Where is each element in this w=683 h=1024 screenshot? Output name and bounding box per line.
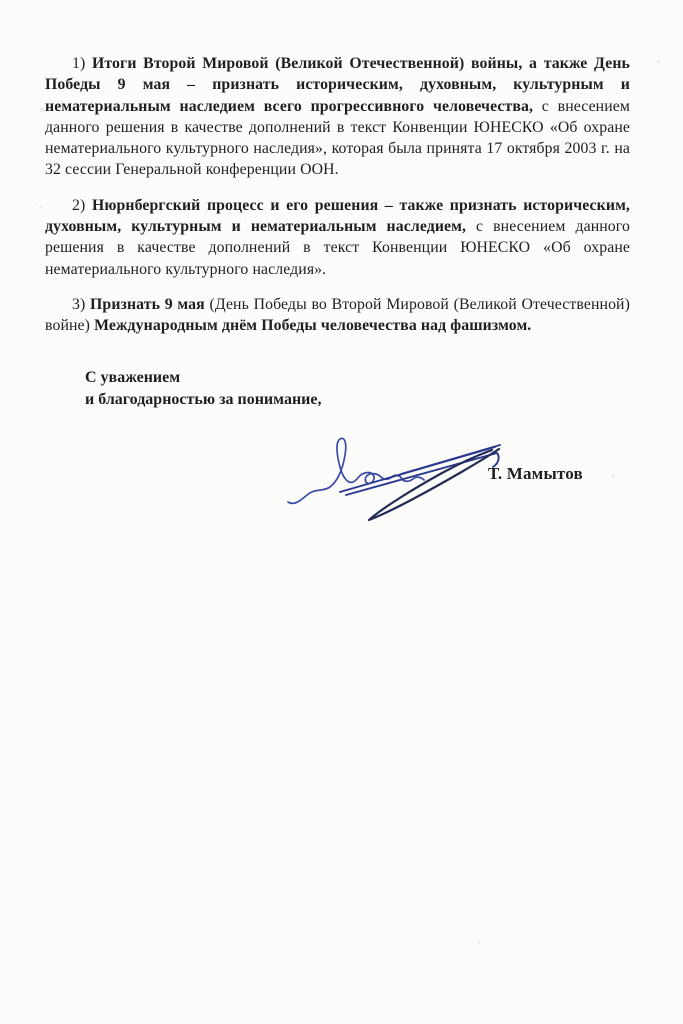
paragraph-2-bold-text: Нюрнбергский процесс и его решения – также признать историческим, духовным, культурным и нематериальным наследием,: [45, 196, 630, 236]
item-number-3: 3): [72, 295, 91, 313]
paragraph-1: [45, 53, 630, 181]
closing-line-1: С уважением: [85, 368, 181, 386]
signatory-name: Т. Мамытов: [488, 464, 583, 483]
handwritten-signature-icon: [283, 426, 513, 528]
scan-speck: [478, 941, 481, 944]
paragraph-1-regular-text: с внесением данного решения в качестве дополнений в текст Конвенции ЮНЕСКО «Об охране нематериального культурного наследия», которая была принята 17 октября 2003 г. на 32 сессии Генеральной конференции ООН.: [45, 97, 631, 179]
closing-block: [85, 367, 630, 412]
scan-speck: [657, 60, 660, 63]
scan-speck: [612, 474, 615, 477]
item-number-2: 2): [72, 196, 92, 214]
paragraph-1-bold-text: Итоги Второй Мировой (Великой Отечественной) войны, а также День Победы 9 мая – признать историческим, духовным, культурным и нематериальным наследием всего прогрессивного человечества,: [45, 55, 630, 115]
paragraph-3-regular-text: (День Победы во Второй Мировой (Великой Отечественной) войне): [45, 295, 630, 335]
paragraph-3: [45, 294, 630, 337]
letter-body: [45, 53, 630, 412]
paragraph-2-regular-text: с внесением данного решения в качестве дополнений в текст Конвенции ЮНЕСКО «Об охране нематериального культурного наследия».: [45, 218, 630, 278]
item-number-1: 1): [72, 55, 93, 72]
scan-speck: [39, 206, 42, 209]
signature-stroke-letters: [288, 438, 424, 503]
scan-speck: [40, 108, 44, 112]
paragraph-3-bold-text-2: Международным днём Победы человечества над фашизмом.: [94, 317, 532, 335]
closing-line-2: и благодарностью за понимание,: [85, 391, 322, 409]
paragraph-3-bold-text-1: Признать 9 мая: [90, 295, 210, 313]
signature-stroke-flourish-lines: [340, 445, 500, 495]
signature-stroke-swoosh: [369, 449, 499, 520]
paragraph-2: [45, 195, 630, 280]
